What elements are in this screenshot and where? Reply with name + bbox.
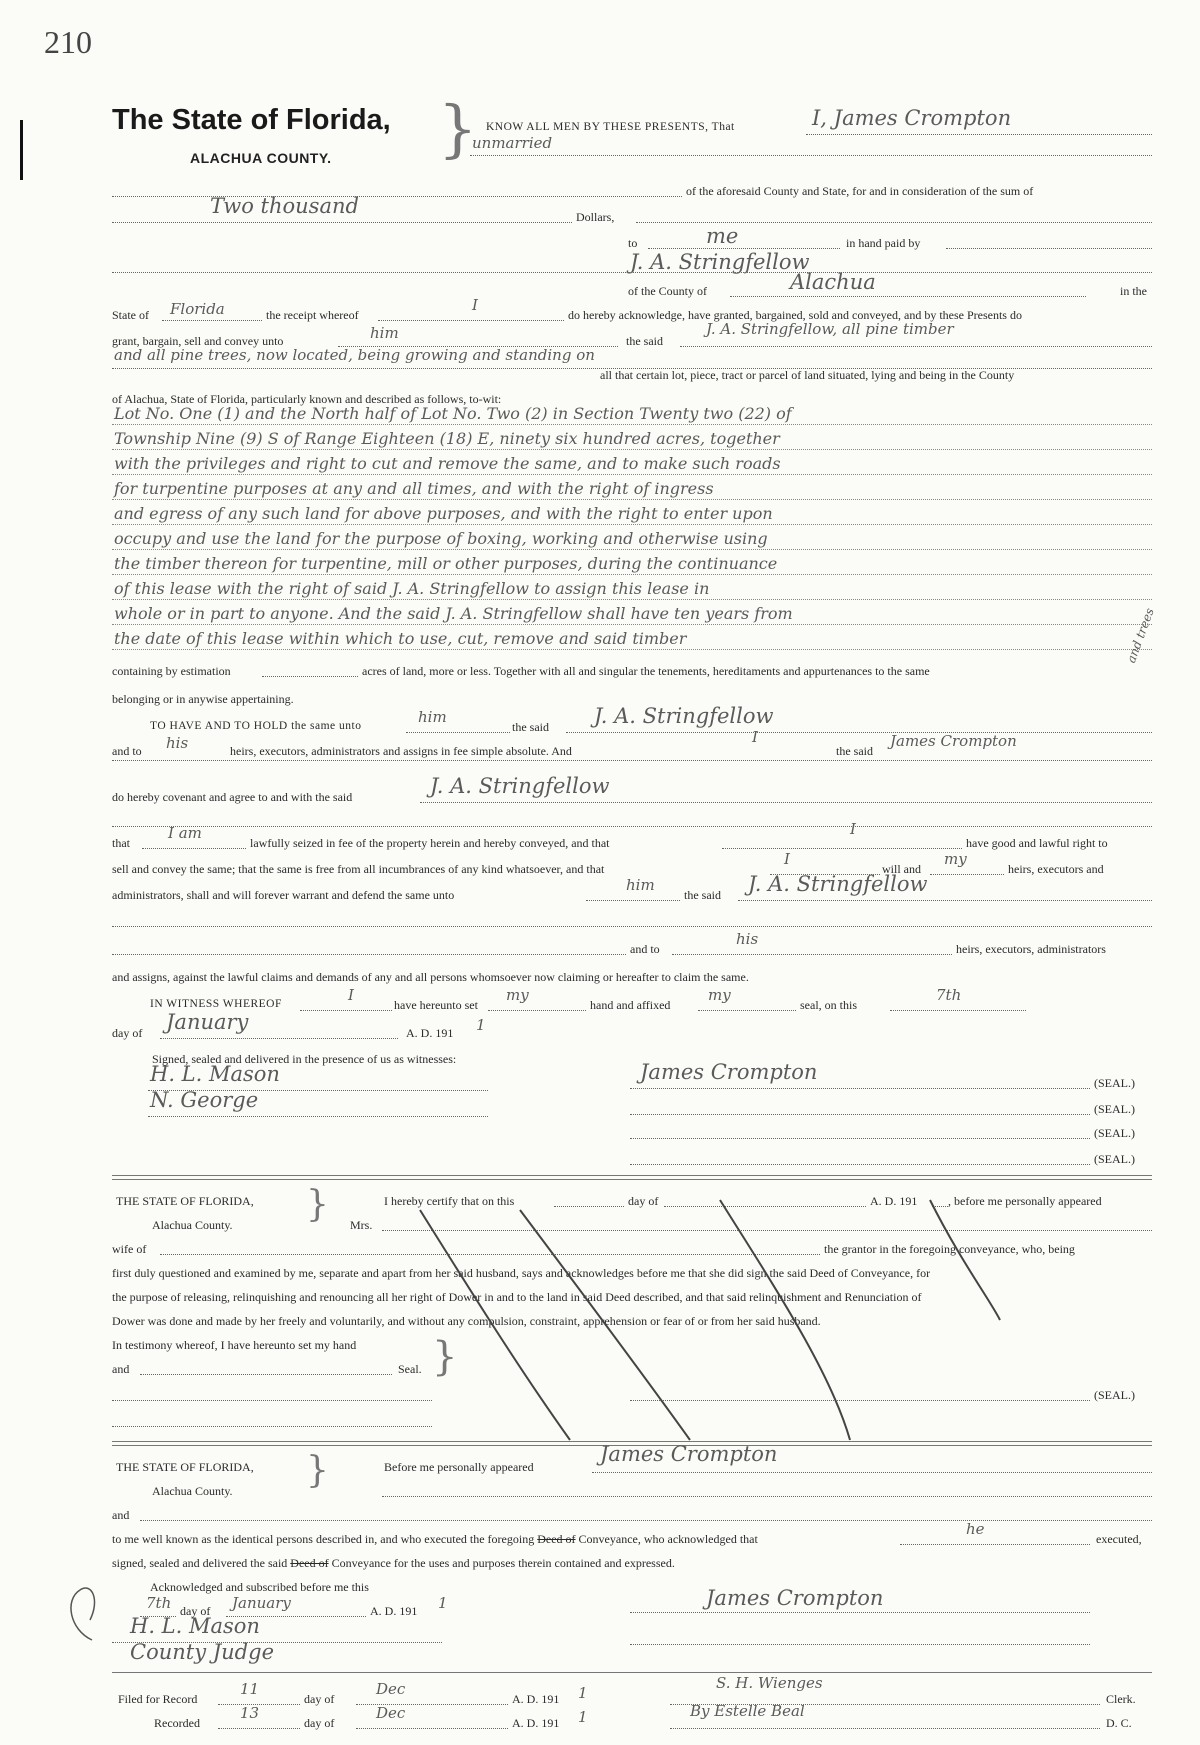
dower-line2: the purpose of releasing, relinquishing and renouncing all her right of Dower in and to the land in said Deed described, and that said relinquishment and Renunciation of xyxy=(112,1290,922,1304)
ack-executed: executed, xyxy=(1096,1532,1142,1546)
witness1-handwriting: H. L. Mason xyxy=(150,1062,280,1086)
ack-known: to me well known as the identical persons described in, and who executed the foregoing xyxy=(112,1532,535,1546)
said3-handwriting: James Crompton xyxy=(890,732,1017,750)
description-line: the timber thereon for turpentine, mill or other purposes, during the continuance xyxy=(114,554,778,573)
sell-convey-text: sell and convey the same; that the same is free from all incumbrances of any kind whatsoever, and that xyxy=(112,862,605,876)
ack-acknowledged: Acknowledged and subscribed before me this xyxy=(150,1580,369,1594)
heirs-text: heirs, executors, administrators and assigns in fee simple absolute. And xyxy=(230,744,572,758)
county-title: ALACHUA COUNTY. xyxy=(190,150,332,166)
ack-year-handwriting: 1 xyxy=(438,1594,448,1612)
day-handwriting: 7th xyxy=(936,986,962,1004)
to-text: to xyxy=(628,236,638,250)
and-to-text: and to xyxy=(112,744,142,758)
description-line: for turpentine purposes at any and all times, and with the right of ingress xyxy=(114,479,714,498)
seized-text: lawfully seized in fee of the property herein and hereby conveyed, and that xyxy=(250,836,610,850)
ack-brace: } xyxy=(306,1450,329,1491)
page-number: 210 xyxy=(44,24,92,60)
ack-county: Alachua County. xyxy=(152,1484,233,1498)
dower-certify: I hereby certify that on this xyxy=(384,1194,515,1208)
strike-line xyxy=(720,1200,850,1440)
dc-label: D. C. xyxy=(1106,1716,1132,1730)
rec-day-handwriting: 13 xyxy=(240,1704,260,1722)
state-handwriting: Florida xyxy=(170,300,225,318)
dower-brace: } xyxy=(306,1184,329,1225)
dollars-text: Dollars, xyxy=(576,210,615,224)
dower-county: Alachua County. xyxy=(152,1218,233,1232)
signed-text: Signed, sealed and delivered in the presence of us as witnesses: xyxy=(152,1052,457,1066)
dower-seal-brace: } xyxy=(432,1334,458,1380)
to-have-handwriting: him xyxy=(418,708,447,726)
will-and-text: will and xyxy=(882,862,921,876)
ack-before-handwriting: James Crompton xyxy=(600,1442,778,1466)
dower-seal: Seal. xyxy=(398,1362,422,1376)
hand-affixed-text: hand and affixed xyxy=(590,998,671,1012)
record-filed: Filed for Record xyxy=(118,1692,198,1706)
heirs3-text: heirs, executors, administrators xyxy=(956,942,1106,956)
dower-testimony: In testimony whereof, I have hereunto set my hand xyxy=(112,1338,357,1352)
ack-signed2: Conveyance for the uses and purposes therein contained and expressed. xyxy=(331,1556,675,1570)
receipt-handwriting: I xyxy=(472,296,478,314)
sell-handwriting: I xyxy=(784,850,790,868)
margin-mark xyxy=(71,1588,95,1640)
seal-label: (SEAL.) xyxy=(1094,1102,1135,1116)
affixed-handwriting: my xyxy=(708,986,731,1004)
dower-wife-of: wife of xyxy=(112,1242,147,1256)
and-to2-text: and to xyxy=(630,942,660,956)
filed-ad: A. D. 191 xyxy=(512,1692,560,1706)
receipt-text: the receipt whereof xyxy=(266,308,359,322)
strike-line xyxy=(930,1200,1000,1320)
alachua-text: of Alachua, State of Florida, particularly known and described as follows, to-wit: xyxy=(112,392,502,406)
description-line: and egress of any such land for above purposes, and with the right to enter upon xyxy=(114,504,773,523)
witness2-handwriting: N. George xyxy=(150,1088,259,1112)
acknowledge-text: do hereby acknowledge, have granted, bargained, sold and conveyed, and by these Presents do xyxy=(568,308,1022,322)
header-brace: } xyxy=(438,92,478,165)
rec-year-handwriting: 1 xyxy=(578,1708,588,1726)
year-handwriting: 1 xyxy=(476,1016,486,1034)
description-line: with the privileges and right to cut and remove the same, and to make such roads xyxy=(114,454,781,473)
ack-day-of: day of xyxy=(180,1604,211,1618)
heirs2-text: heirs, executors and xyxy=(1008,862,1104,876)
said2-handwriting: J. A. Stringfellow xyxy=(594,704,774,728)
line2-handwriting: and all pine trees, now located, being growing and standing on xyxy=(114,346,595,364)
assigns-text: and assigns, against the lawful claims and demands of any and all persons whomsoever now claiming or hereafter to claim the same. xyxy=(112,970,749,984)
ad-text: A. D. 191 xyxy=(406,1026,454,1040)
description-line: occupy and use the land for the purpose of boxing, working and otherwise using xyxy=(114,529,768,548)
dower-day-of: day of xyxy=(628,1194,659,1208)
clerk-label: Clerk. xyxy=(1106,1692,1136,1706)
month-handwriting: January xyxy=(166,1010,249,1034)
to-have-text: TO HAVE AND TO HOLD the same unto xyxy=(150,720,362,732)
ack-and: and xyxy=(112,1508,130,1522)
covenant-text: do hereby covenant and agree to and with the said xyxy=(112,790,353,804)
county-handwriting: Alachua xyxy=(790,270,876,294)
of-county-text: of the County of xyxy=(628,284,707,298)
ack-known2: Conveyance, who acknowledged that xyxy=(578,1532,758,1546)
ack-ad: A. D. 191 xyxy=(370,1604,418,1618)
dower-mrs: Mrs. xyxy=(350,1218,373,1232)
ack-sig-handwriting: James Crompton xyxy=(706,1586,884,1610)
said4-text: the said xyxy=(684,888,721,902)
in-hand-text: in hand paid by xyxy=(846,236,921,250)
ack-before: Before me personally appeared xyxy=(384,1460,534,1474)
filed-day-of: day of xyxy=(304,1692,335,1706)
description-line: Lot No. One (1) and the North half of Lot No. Two (2) in Section Twenty two (22) of xyxy=(114,404,792,423)
state-title: The State of Florida, xyxy=(112,104,391,136)
in-witness-text: IN WITNESS WHEREOF xyxy=(150,998,282,1010)
grant-text: grant, bargain, sell and convey unto xyxy=(112,334,284,348)
seal-label: (SEAL.) xyxy=(1094,1126,1135,1140)
dower-and: and xyxy=(112,1362,130,1376)
description-line: Township Nine (9) S of Range Eighteen (18) E, ninety six hundred acres, together xyxy=(114,429,780,448)
description-line: whole or in part to anyone. And the said J. A. Stringfellow shall have ten years from xyxy=(114,604,793,623)
record-recorded: Recorded xyxy=(154,1716,200,1730)
said3-text: the said xyxy=(836,744,873,758)
ack-known-handwriting: he xyxy=(966,1520,985,1538)
filed-year-handwriting: 1 xyxy=(578,1684,588,1702)
sum-handwriting: Two thousand xyxy=(210,194,359,218)
said2-text: the said xyxy=(512,720,549,734)
covenant-handwriting: J. A. Stringfellow xyxy=(430,774,610,798)
and-to2-handwriting: his xyxy=(736,930,759,948)
that-text: that xyxy=(112,836,130,850)
margin-handwriting: and trees xyxy=(1124,606,1157,665)
aforesaid-text: of the aforesaid County and State, for and in consideration of the sum of xyxy=(686,184,1034,198)
grantor-handwriting: I, James Crompton xyxy=(812,106,1012,130)
ack-state: THE STATE OF FLORIDA, xyxy=(116,1460,254,1474)
intro-text: KNOW ALL MEN BY THESE PRESENTS, That xyxy=(486,121,735,133)
rec-month-handwriting: Dec xyxy=(376,1704,406,1722)
ack-signed-strike: Deed of xyxy=(290,1556,329,1570)
dower-line3: Dower was done and made by her freely and voluntarily, and without any compulsion, constraint, apprehension or fear of or from her said husband. xyxy=(112,1314,821,1328)
will-handwriting: my xyxy=(944,850,967,868)
description-line: the date of this lease within which to use, cut, remove and said timber xyxy=(114,629,687,648)
to-handwriting: me xyxy=(706,224,739,248)
clerk-handwriting: S. H. Wienges xyxy=(716,1674,823,1692)
dower-state: THE STATE OF FLORIDA, xyxy=(116,1194,254,1208)
good-right-text: have good and lawful right to xyxy=(966,836,1108,850)
description-line: of this lease with the right of said J. A. Stringfellow to assign this lease in xyxy=(114,579,710,598)
signature-handwriting: James Crompton xyxy=(640,1060,818,1084)
ack-known-strike: Deed of xyxy=(537,1532,576,1546)
dower-seal-right: (SEAL.) xyxy=(1094,1388,1135,1402)
seal-label: (SEAL.) xyxy=(1094,1152,1135,1166)
administrators-text: administrators, shall and will forever warrant and defend the same unto xyxy=(112,888,455,902)
seized-handwriting: I xyxy=(850,820,856,838)
day-of-text: day of xyxy=(112,1026,143,1040)
ack-signed: signed, sealed and delivered the said xyxy=(112,1556,288,1570)
filed-month-handwriting: Dec xyxy=(376,1680,406,1698)
dower-before: , before me personally appeared xyxy=(948,1194,1102,1208)
strike-line xyxy=(420,1210,570,1440)
judge-handwriting: H. L. Mason xyxy=(130,1614,260,1638)
marital-handwriting: unmarried xyxy=(472,134,553,152)
containing-text: containing by estimation xyxy=(112,664,231,678)
dower-grantor: the grantor in the foregoing conveyance, who, being xyxy=(824,1242,1075,1256)
ack-month-handwriting: January xyxy=(232,1594,291,1612)
dc-handwriting: By Estelle Beal xyxy=(690,1702,805,1720)
payer-handwriting: J. A. Stringfellow xyxy=(630,250,810,274)
state-of-text: State of xyxy=(112,308,149,322)
admin-handwriting: him xyxy=(626,876,655,894)
that-handwriting: I am xyxy=(168,824,202,842)
seal-on-text: seal, on this xyxy=(800,998,857,1012)
set-handwriting: my xyxy=(506,986,529,1004)
dower-ad: A. D. 191 xyxy=(870,1194,918,1208)
iw-handwriting: I xyxy=(348,986,354,1004)
unto-handwriting: him xyxy=(370,324,399,342)
the-said-text: the said xyxy=(626,334,663,348)
said4-handwriting: J. A. Stringfellow xyxy=(748,872,928,896)
said-handwriting: J. A. Stringfellow, all pine timber xyxy=(706,320,954,338)
all-that-text: all that certain lot, piece, tract or parcel of land situated, lying and being in the County xyxy=(600,368,1015,382)
have-set-text: have hereunto set xyxy=(394,998,478,1012)
seal-label: (SEAL.) xyxy=(1094,1076,1135,1090)
rec-ad: A. D. 191 xyxy=(512,1716,560,1730)
ack-day-handwriting: 7th xyxy=(146,1594,172,1612)
and-handwriting: I xyxy=(752,728,758,746)
acres-text: acres of land, more or less. Together with all and singular the tenements, hereditaments and appurtenances to the same xyxy=(362,664,930,678)
dower-line1: first duly questioned and examined by me, separate and apart from her said husband, says and acknowledges before me that she did sign the said Deed of Conveyance, for xyxy=(112,1266,931,1280)
in-the-text: in the xyxy=(1120,284,1147,298)
rec-day-of: day of xyxy=(304,1716,335,1730)
and-to-handwriting: his xyxy=(166,734,189,752)
judge-title-handwriting: County Judge xyxy=(130,1640,274,1664)
filed-day-handwriting: 11 xyxy=(240,1680,260,1698)
belonging-text: belonging or in anywise appertaining. xyxy=(112,692,294,706)
